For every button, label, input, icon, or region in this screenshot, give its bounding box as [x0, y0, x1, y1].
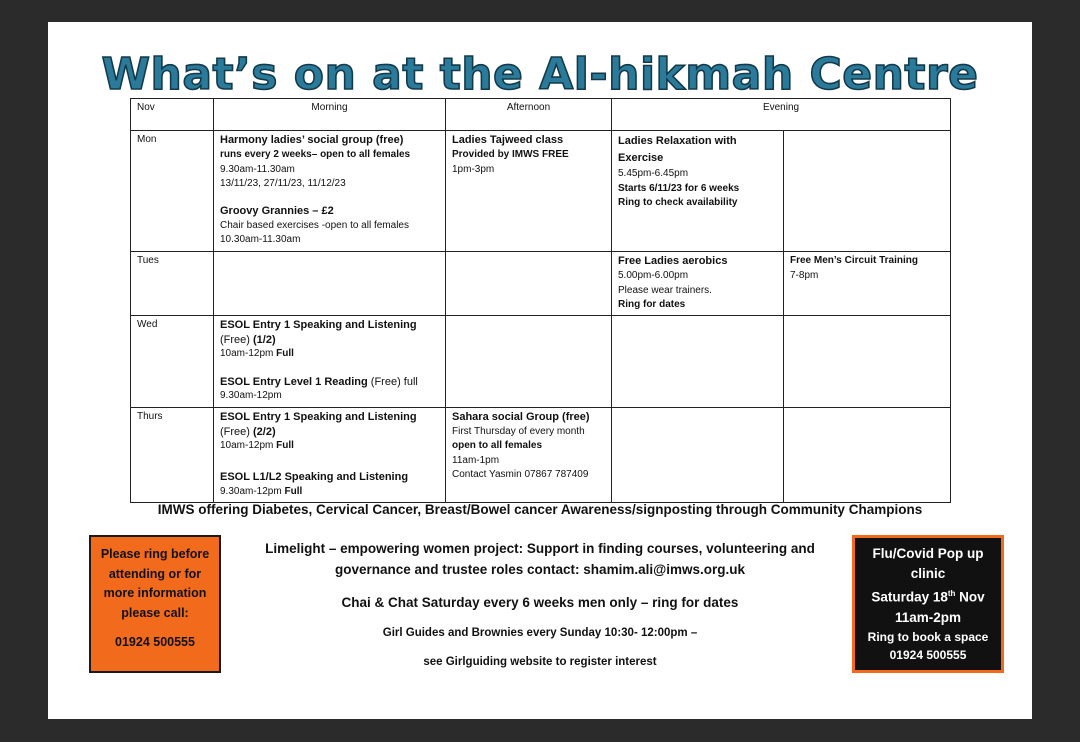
event-time: 11am-1pm: [452, 454, 500, 466]
flu-time: 11am-2pm: [894, 609, 962, 625]
event-detail: Ring to check availability: [618, 197, 738, 208]
poster-title: What’s on at the Al-hikmah Centre: [101, 49, 979, 100]
center-info: [230, 535, 850, 668]
full-label: Full: [284, 485, 303, 497]
event-title: Ladies Relaxation with Exercise: [618, 135, 737, 164]
day-mon: Mon: [131, 131, 214, 252]
flu-covid-box: [852, 535, 1004, 673]
event-detail: open to all females: [452, 440, 543, 451]
contact-line: attending or for: [108, 566, 202, 581]
limelight-text: Limelight – empowering women project: Support in finding courses, volunteering and governance and trustee roles contact: shamim.ali@imws.org.uk: [265, 541, 815, 577]
event-title: Free Men’s Circuit Training: [790, 255, 918, 266]
row-tues: [131, 252, 951, 316]
day-wed: Wed: [131, 315, 214, 407]
header-morning: Morning: [214, 99, 446, 131]
time-label: 9.30am-12pm: [220, 485, 285, 497]
header-row: [131, 99, 951, 131]
month-label: Nov: [131, 99, 214, 131]
full-label: full: [400, 375, 418, 388]
part-label: (1/2): [253, 333, 276, 346]
event-title: Sahara social Group (free): [452, 410, 590, 423]
girlguiding-text: see Girlguiding website to register interest: [423, 656, 657, 668]
flu-date: [855, 584, 1001, 608]
girl-guides-text: Girl Guides and Brownies every Sunday 10:30- 12:00pm –: [382, 627, 698, 639]
event-time: 1pm-3pm: [452, 163, 495, 175]
time-label: 10am-12pm: [220, 440, 277, 451]
event-dates: 13/11/23, 27/11/23, 11/12/23: [220, 178, 346, 189]
event-time: 10.30am-11.30am: [220, 234, 301, 245]
header-evening: Evening: [612, 99, 951, 131]
thurs-evening-cell-1: [612, 407, 784, 502]
full-label: Full: [276, 348, 294, 359]
thurs-evening-cell-2: [784, 407, 951, 502]
row-thurs: [131, 407, 951, 502]
flu-phone: 01924 500555: [889, 647, 967, 662]
contact-phone: 01924 500555: [115, 635, 195, 649]
contact-line: more information: [103, 586, 207, 600]
event-detail: Please wear trainers.: [618, 284, 712, 296]
wed-evening-cell-2: [784, 315, 951, 407]
mon-afternoon-cell: [446, 131, 612, 252]
flu-line1: Flu/Covid Pop up: [872, 546, 984, 561]
event-time: [220, 347, 439, 362]
tues-morning-cell: [214, 252, 446, 316]
flu-date-sup: th: [947, 589, 956, 598]
day-thurs: Thurs: [131, 407, 214, 502]
day-tues: Tues: [131, 252, 214, 316]
tues-evening-cell-1: [612, 252, 784, 316]
event-time: 9.30am-12pm: [220, 390, 282, 401]
event-time: [220, 485, 439, 500]
event-detail: Ring for dates: [618, 299, 686, 310]
event-detail: First Thursday of every month: [452, 425, 585, 437]
free-label: (Free): [220, 333, 253, 346]
mon-evening-cell-2: [784, 131, 951, 252]
contact-line: please call:: [121, 605, 189, 620]
event-detail: [220, 333, 439, 348]
flu-date-suffix: Nov: [955, 589, 985, 605]
event-detail: Chair based exercises -open to all females: [220, 219, 409, 231]
event-title: [220, 375, 439, 390]
flu-line2: clinic: [910, 566, 946, 581]
chai-chat-text: Chai & Chat Saturday every 6 weeks men only – ring for dates: [341, 595, 739, 610]
part-label: (2/2): [253, 425, 276, 438]
tues-afternoon-cell: [446, 252, 612, 316]
flu-book: Ring to book a space: [867, 629, 989, 644]
event-title: ESOL Entry 1 Speaking and Listening: [220, 318, 417, 331]
event-title: ESOL L1/L2 Speaking and Listening: [220, 470, 409, 483]
event-time: [220, 439, 439, 454]
event-title: Groovy Grannies – £2: [220, 204, 334, 217]
event-contact: Contact Yasmin 07867 787409: [452, 469, 589, 480]
event-detail: Starts 6/11/23 for 6 weeks: [618, 182, 740, 194]
event-time: 5.45pm-6.45pm: [618, 168, 689, 179]
thurs-afternoon-cell: [446, 407, 612, 502]
header-afternoon: Afternoon: [446, 99, 612, 131]
title-label: ESOL Entry Level 1 Reading: [220, 375, 371, 388]
event-detail: runs every 2 weeks– open to all females: [220, 149, 411, 160]
event-detail: [220, 425, 439, 440]
tues-evening-cell-2: [784, 252, 951, 316]
contact-line: Please ring before: [100, 547, 210, 561]
row-wed: [131, 315, 951, 407]
time-label: 10am-12pm: [220, 348, 277, 359]
mon-evening-cell-1: [612, 131, 784, 252]
event-title: Free Ladies aerobics: [618, 255, 728, 267]
free-label: (Free): [220, 425, 253, 438]
event-time: 9.30am-11.30am: [220, 163, 295, 175]
event-title: Harmony ladies’ social group (free): [220, 134, 404, 146]
event-time: 5.00pm-6.00pm: [618, 270, 689, 281]
mon-morning-cell: [214, 131, 446, 252]
wed-morning-cell: [214, 315, 446, 407]
flu-date-prefix: Saturday 18: [871, 589, 948, 605]
event-title: Ladies Tajweed class: [452, 134, 564, 146]
row-mon: [131, 131, 951, 252]
event-title: ESOL Entry 1 Speaking and Listening: [220, 410, 417, 423]
thurs-morning-cell: [214, 407, 446, 502]
awareness-banner: IMWS offering Diabetes, Cervical Cancer, Breast/Bowel cancer Awareness/signposting through Community Champions: [157, 502, 923, 517]
event-time: 7-8pm: [790, 269, 819, 281]
full-label: Full: [276, 440, 294, 451]
timetable: [130, 98, 951, 503]
free-label: (Free): [370, 375, 401, 388]
wed-evening-cell-1: [612, 315, 784, 407]
event-detail: Provided by IMWS FREE: [452, 149, 569, 160]
wed-afternoon-cell: [446, 315, 612, 407]
contact-box: [89, 535, 221, 673]
